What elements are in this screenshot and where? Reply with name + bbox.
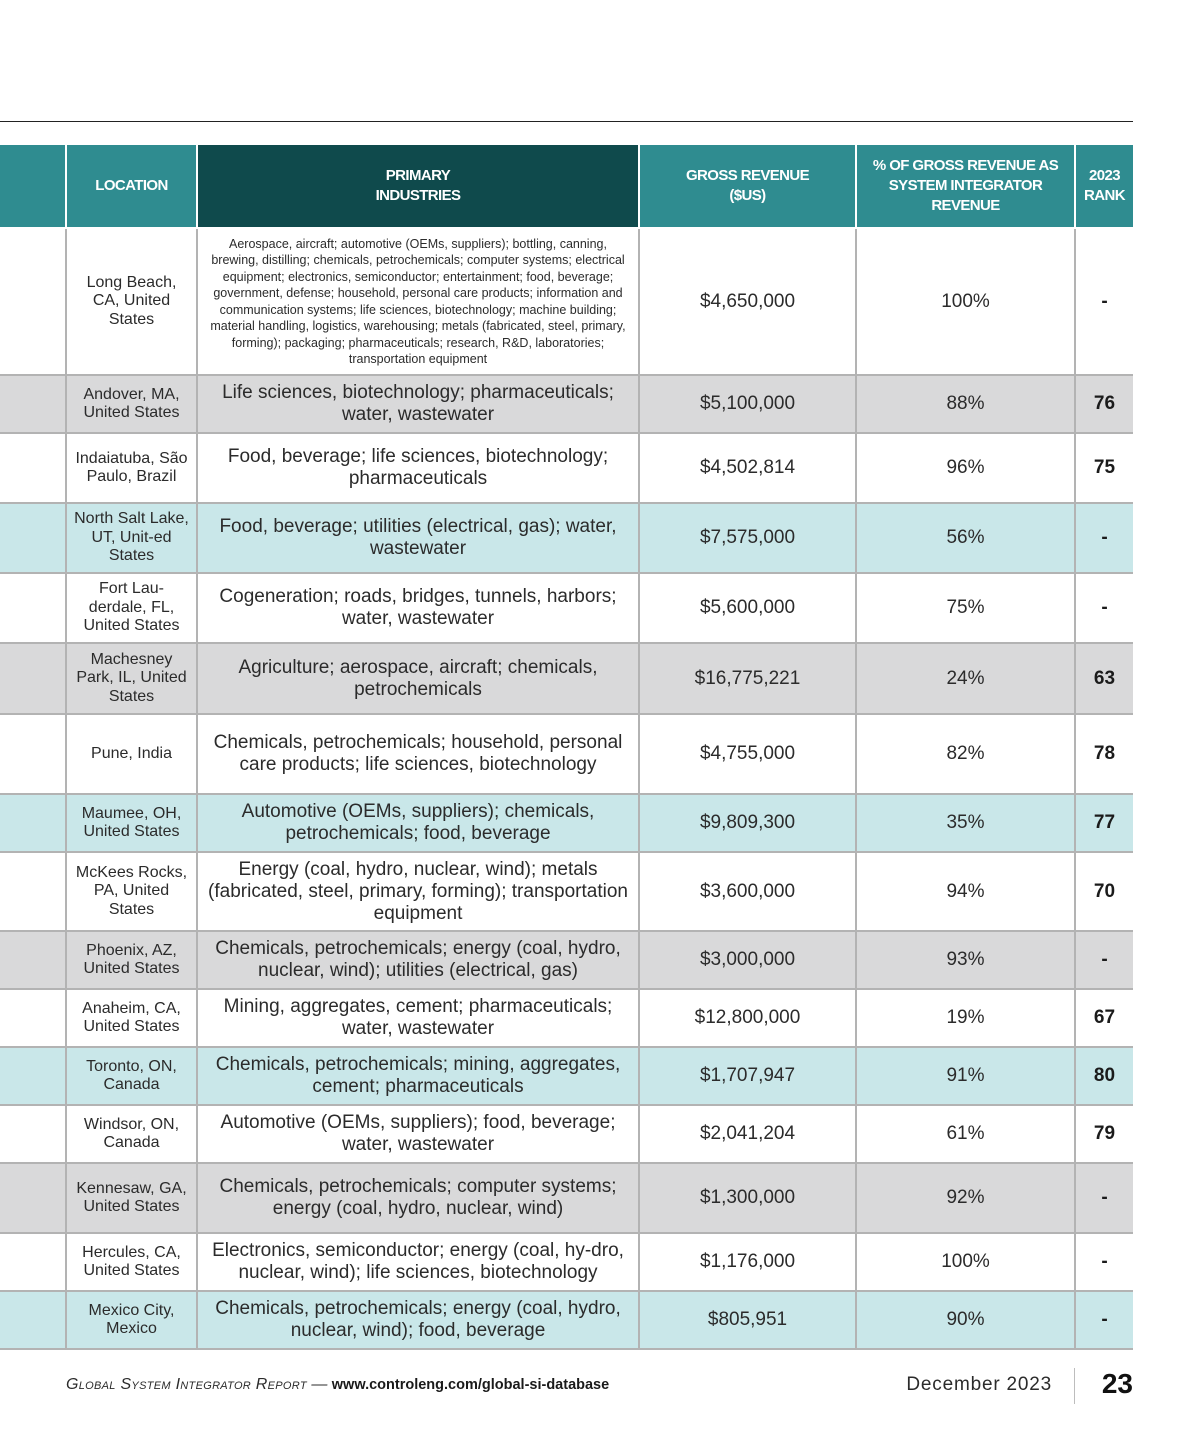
top-rule (0, 121, 1133, 122)
row-blank-cell (0, 433, 66, 503)
pct-cell: 24% (856, 643, 1075, 714)
footer-report-line (66, 1376, 609, 1394)
revenue-cell: $1,176,000 (639, 1233, 856, 1291)
row-blank-cell (0, 228, 66, 375)
location-cell: Kennesaw, GA, United States (66, 1163, 197, 1233)
row-blank-cell (0, 989, 66, 1047)
industries-cell: Chemicals, petrochemicals; mining, aggregates, cement; pharmaceuticals (197, 1047, 639, 1105)
footer-dash: — (311, 1376, 328, 1393)
table-row (0, 433, 1133, 503)
table-row (0, 228, 1133, 375)
revenue-cell: $7,575,000 (639, 503, 856, 573)
table-row (0, 573, 1133, 643)
pct-cell: 56% (856, 503, 1075, 573)
location-cell: Andover, MA, United States (66, 375, 197, 433)
rank-cell: 63 (1075, 643, 1133, 714)
table-row (0, 852, 1133, 931)
location-cell: Long Beach, CA, United States (66, 228, 197, 375)
location-cell: Indaiatuba, São Paulo, Brazil (66, 433, 197, 503)
rank-cell: - (1075, 1233, 1133, 1291)
location-cell: Windsor, ON, Canada (66, 1105, 197, 1163)
row-blank-cell (0, 1163, 66, 1233)
row-blank-cell (0, 1291, 66, 1349)
row-blank-cell (0, 794, 66, 852)
revenue-cell: $5,100,000 (639, 375, 856, 433)
row-blank-cell (0, 852, 66, 931)
footer-report-title: Global System Integrator Report (66, 1376, 307, 1393)
industries-cell: Food, beverage; utilities (electrical, gas); water, wastewater (197, 503, 639, 573)
revenue-cell: $16,775,221 (639, 643, 856, 714)
table-row (0, 1163, 1133, 1233)
rank-cell: 80 (1075, 1047, 1133, 1105)
page-footer (0, 1366, 1133, 1410)
row-blank-cell (0, 503, 66, 573)
location-cell: Maumee, OH, United States (66, 794, 197, 852)
table-row (0, 1233, 1133, 1291)
industries-cell: Electronics, semiconductor; energy (coal, hy-dro, nuclear, wind); life sciences, biotechnology (197, 1233, 639, 1291)
rank-cell: - (1075, 1291, 1133, 1349)
pct-cell: 100% (856, 228, 1075, 375)
row-blank-cell (0, 573, 66, 643)
revenue-cell: $5,600,000 (639, 573, 856, 643)
rank-cell: - (1075, 1163, 1133, 1233)
pct-cell: 82% (856, 714, 1075, 794)
location-cell: Machesney Park, IL, United States (66, 643, 197, 714)
row-blank-cell (0, 931, 66, 989)
table-row (0, 1047, 1133, 1105)
row-blank-cell (0, 714, 66, 794)
location-cell: Mexico City, Mexico (66, 1291, 197, 1349)
industries-cell: Agriculture; aerospace, aircraft; chemicals, petrochemicals (197, 643, 639, 714)
industries-cell: Food, beverage; life sciences, biotechnology; pharmaceuticals (197, 433, 639, 503)
pct-cell: 19% (856, 989, 1075, 1047)
table-row (0, 643, 1133, 714)
header-pct-si-revenue: % OF GROSS REVENUE AS SYSTEM INTEGRATOR REVENUE (856, 145, 1075, 228)
location-cell: Anaheim, CA, United States (66, 989, 197, 1047)
row-blank-cell (0, 1047, 66, 1105)
rank-cell: 70 (1075, 852, 1133, 931)
location-cell: McKees Rocks, PA, United States (66, 852, 197, 931)
pct-cell: 35% (856, 794, 1075, 852)
header-blank (0, 145, 66, 228)
industries-cell: Mining, aggregates, cement; pharmaceuticals; water, wastewater (197, 989, 639, 1047)
industries-cell: Chemicals, petrochemicals; energy (coal, hydro, nuclear, wind); food, beverage (197, 1291, 639, 1349)
row-blank-cell (0, 1233, 66, 1291)
row-blank-cell (0, 375, 66, 433)
pct-cell: 92% (856, 1163, 1075, 1233)
rank-cell: - (1075, 931, 1133, 989)
footer-divider (1074, 1368, 1075, 1404)
industries-cell: Life sciences, biotechnology; pharmaceuticals; water, wastewater (197, 375, 639, 433)
pct-cell: 94% (856, 852, 1075, 931)
rank-cell: - (1075, 573, 1133, 643)
header-gross-revenue: GROSS REVENUE ($US) (639, 145, 856, 228)
page-number: 23 (1101, 1368, 1133, 1399)
location-cell: North Salt Lake, UT, Unit-ed States (66, 503, 197, 573)
pct-cell: 88% (856, 375, 1075, 433)
rank-cell: - (1075, 228, 1133, 375)
rank-cell: 79 (1075, 1105, 1133, 1163)
header-location: LOCATION (66, 145, 197, 228)
table-row (0, 1291, 1133, 1349)
industries-cell: Cogeneration; roads, bridges, tunnels, harbors; water, wastewater (197, 573, 639, 643)
industries-cell: Automotive (OEMs, suppliers); food, beverage; water, wastewater (197, 1105, 639, 1163)
industries-cell: Chemicals, petrochemicals; computer systems; energy (coal, hydro, nuclear, wind) (197, 1163, 639, 1233)
table-row (0, 931, 1133, 989)
footer-date: December 2023 (906, 1374, 1052, 1395)
industries-cell: Automotive (OEMs, suppliers); chemicals, petrochemicals; food, beverage (197, 794, 639, 852)
pct-cell: 93% (856, 931, 1075, 989)
table-row (0, 375, 1133, 433)
industries-cell: Chemicals, petrochemicals; household, personal care products; life sciences, biotechnology (197, 714, 639, 794)
revenue-cell: $1,707,947 (639, 1047, 856, 1105)
pct-cell: 75% (856, 573, 1075, 643)
si-table (0, 145, 1133, 1350)
table-row (0, 503, 1133, 573)
pct-cell: 91% (856, 1047, 1075, 1105)
rank-cell: 77 (1075, 794, 1133, 852)
revenue-cell: $9,809,300 (639, 794, 856, 852)
rank-cell: 67 (1075, 989, 1133, 1047)
pct-cell: 96% (856, 433, 1075, 503)
row-blank-cell (0, 1105, 66, 1163)
revenue-cell: $1,300,000 (639, 1163, 856, 1233)
row-blank-cell (0, 643, 66, 714)
table-row (0, 989, 1133, 1047)
location-cell: Phoenix, AZ, United States (66, 931, 197, 989)
location-cell: Fort Lau-derdale, FL, United States (66, 573, 197, 643)
table-row (0, 794, 1133, 852)
industries-cell: Chemicals, petrochemicals; energy (coal, hydro, nuclear, wind); utilities (electrical, gas) (197, 931, 639, 989)
industries-cell: Energy (coal, hydro, nuclear, wind); metals (fabricated, steel, primary, forming); transportation equipment (197, 852, 639, 931)
rank-cell: 76 (1075, 375, 1133, 433)
rank-cell: 78 (1075, 714, 1133, 794)
revenue-cell: $4,650,000 (639, 228, 856, 375)
location-cell: Toronto, ON, Canada (66, 1047, 197, 1105)
pct-cell: 61% (856, 1105, 1075, 1163)
pct-cell: 90% (856, 1291, 1075, 1349)
header-rank: 2023 RANK (1075, 145, 1133, 228)
revenue-cell: $3,600,000 (639, 852, 856, 931)
revenue-cell: $4,755,000 (639, 714, 856, 794)
pct-cell: 100% (856, 1233, 1075, 1291)
location-cell: Pune, India (66, 714, 197, 794)
header-primary-industries: PRIMARY INDUSTRIES (197, 145, 639, 228)
revenue-cell: $12,800,000 (639, 989, 856, 1047)
revenue-cell: $4,502,814 (639, 433, 856, 503)
footer-url-link[interactable]: www.controleng.com/global-si-database (331, 1377, 610, 1393)
table-row (0, 1105, 1133, 1163)
table-header-row (0, 145, 1133, 228)
rank-cell: - (1075, 503, 1133, 573)
si-table-wrap (0, 145, 1133, 1350)
location-cell: Hercules, CA, United States (66, 1233, 197, 1291)
revenue-cell: $3,000,000 (639, 931, 856, 989)
rank-cell: 75 (1075, 433, 1133, 503)
revenue-cell: $805,951 (639, 1291, 856, 1349)
table-row (0, 714, 1133, 794)
revenue-cell: $2,041,204 (639, 1105, 856, 1163)
industries-cell: Aerospace, aircraft; automotive (OEMs, suppliers); bottling, canning, brewing, distilling; chemicals, petrochemicals; computer systems; electrical equipment; electronics, semiconductor; entertainment; food, beverage; government, defense; household, personal care products; information and communication systems; life sciences, biotechnology; machine building; material handling, logistics, warehousing; metals (fabricated, steel, primary, forming); packaging; pharmaceuticals; research, R&D, laboratories; transportation equipment (197, 228, 639, 375)
